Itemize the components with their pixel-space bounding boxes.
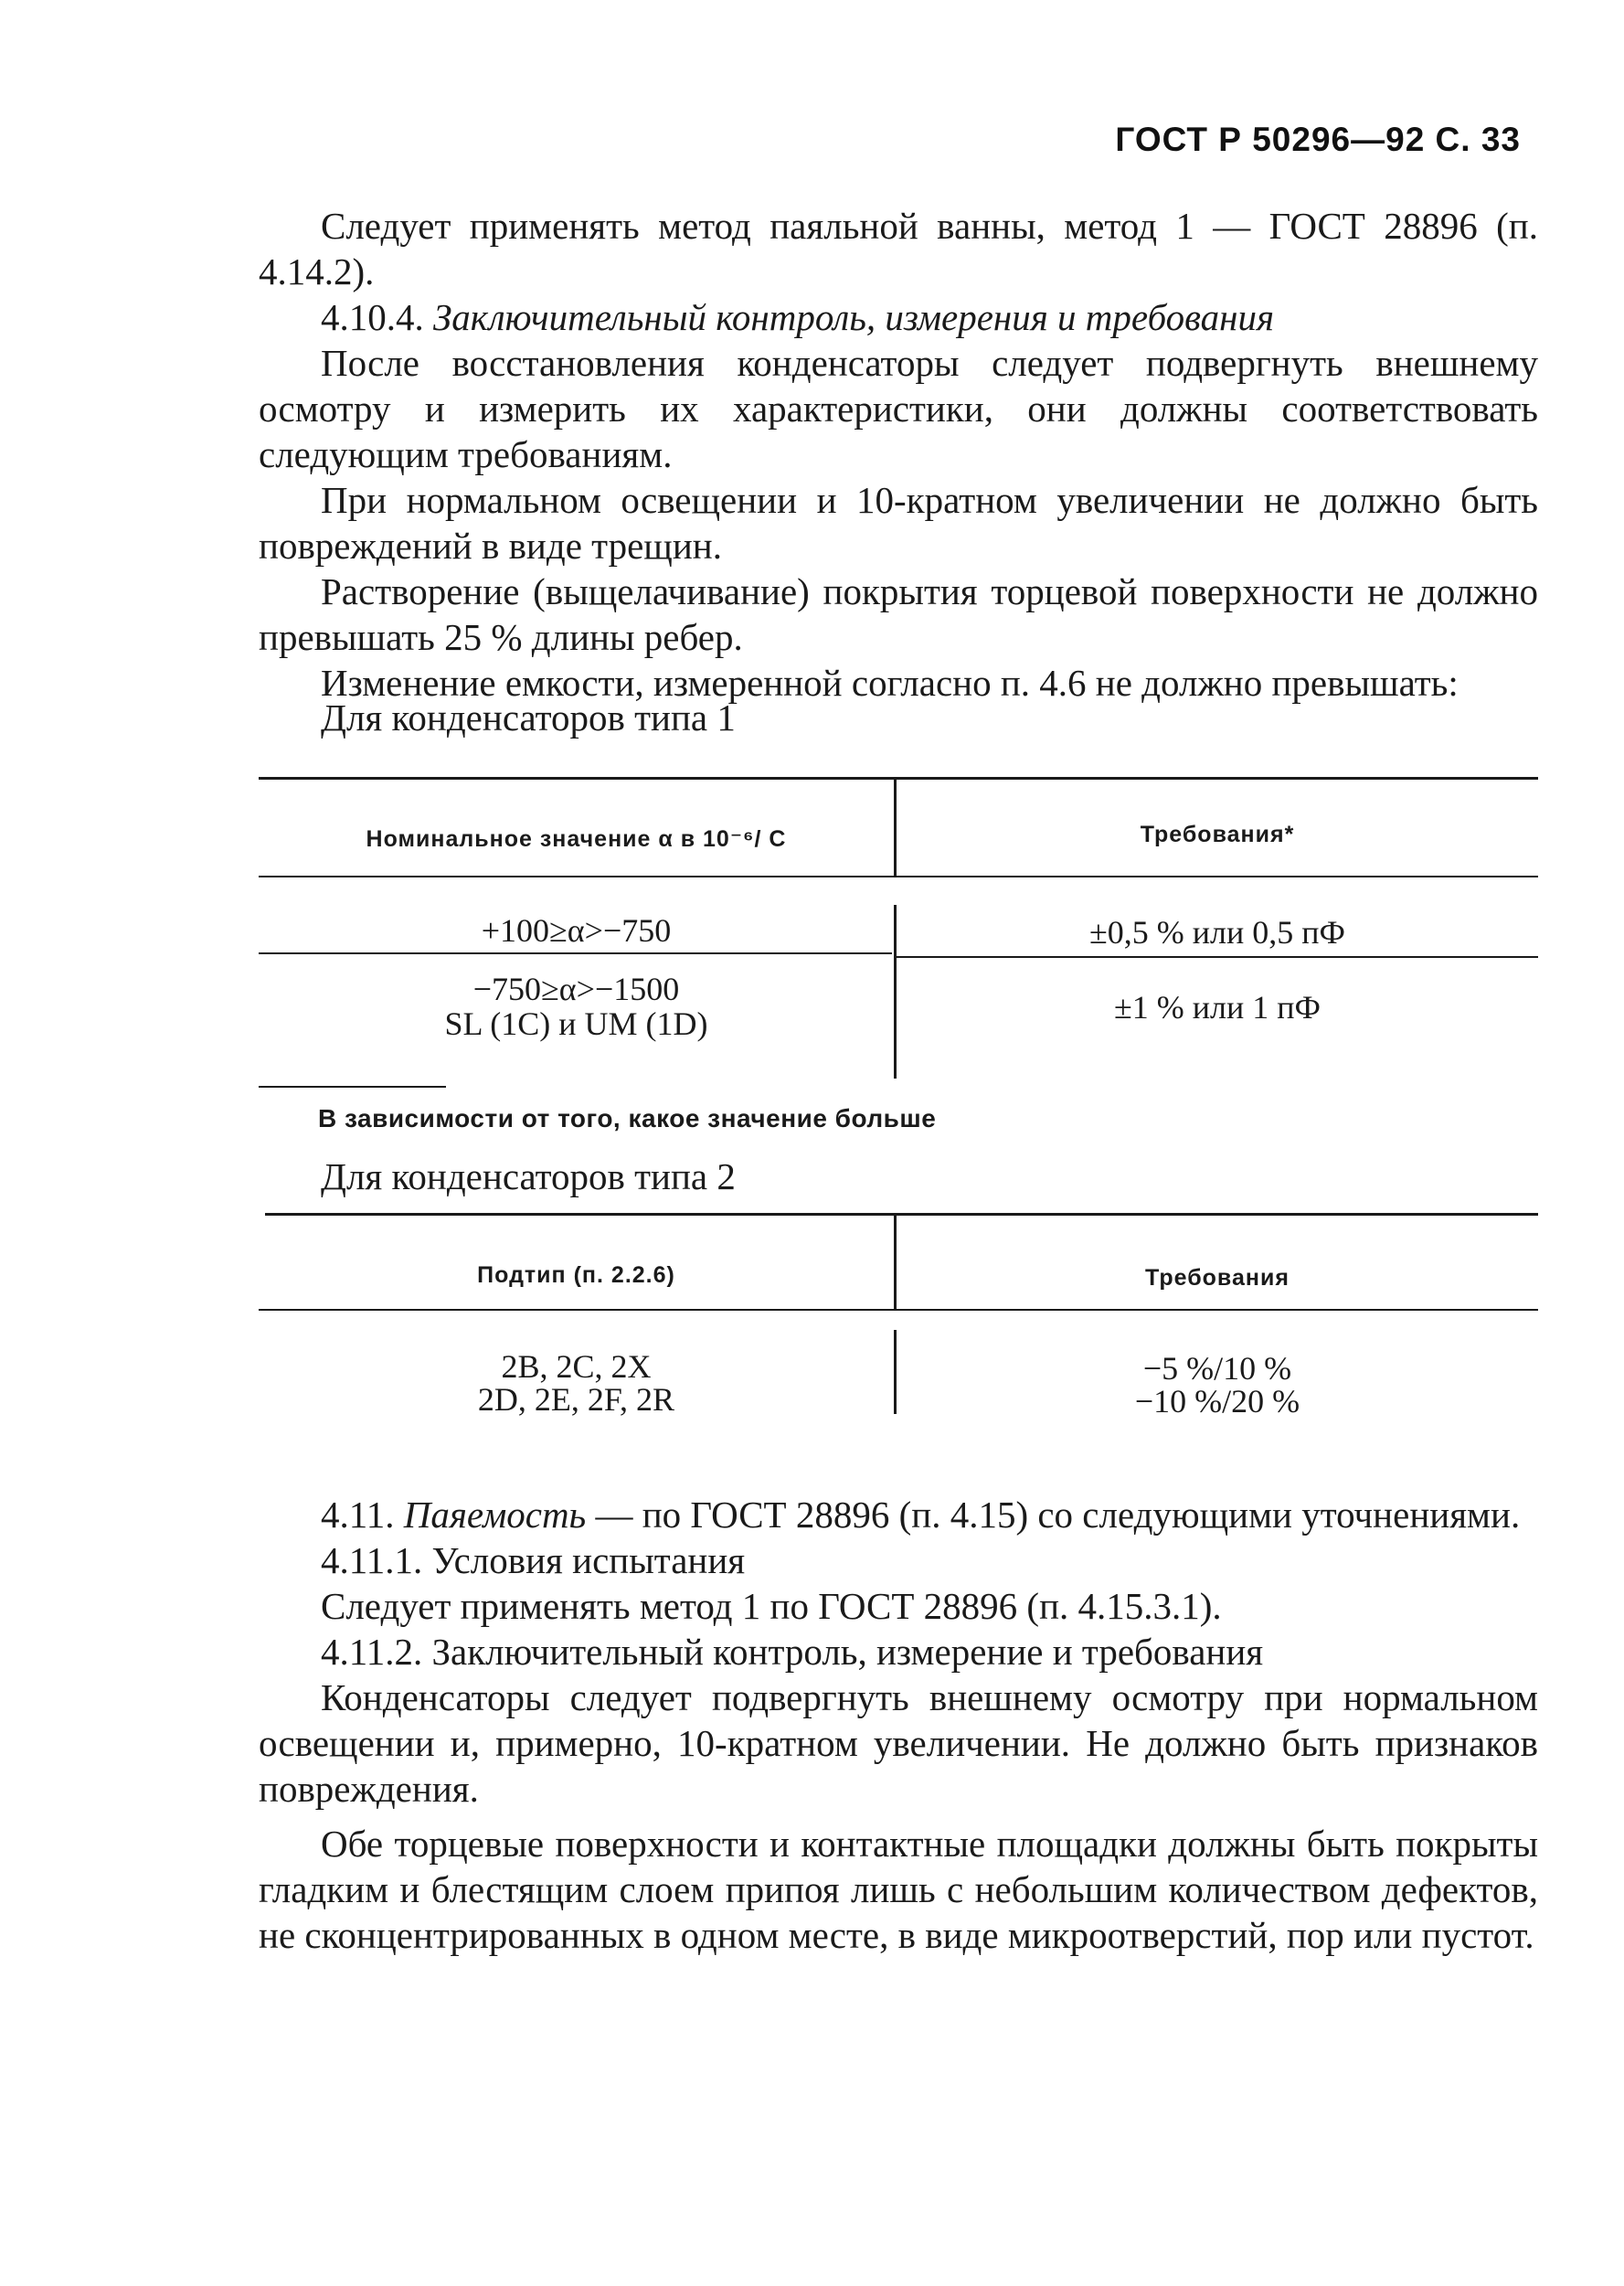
table2-caption: Для конденсаторов типа 2 — [321, 1155, 736, 1197]
table1-row1-requirement: ±0,5 % или 0,5 пФ — [1089, 914, 1345, 951]
table1-header-rule — [259, 876, 1538, 877]
table2-header-requirements: Требования — [1145, 1265, 1290, 1291]
table2-top-rule — [265, 1213, 1538, 1216]
table1-row2-types: SL (1C) и UM (1D) — [444, 1005, 708, 1042]
paragraph-solder-coating: Обе торцевые поверхности и контактные площадки должны быть покрыты гладким и блестящим слоем припоя лишь с небольшим количеством дефектов, не сконцентрированных в одном месте, в виде микроотверстий, пор или пустот. — [259, 1823, 1538, 1956]
table1-header-requirements: Требования* — [1140, 822, 1295, 847]
table2-header-subtype: Подтип (п. 2.2.6) — [477, 1262, 675, 1288]
table1-caption: Для конденсаторов типа 1 — [321, 696, 736, 739]
spacer — [259, 1812, 1538, 1821]
paragraph-solderability — [259, 1492, 1538, 1537]
table1-row2-requirement: ±1 % или 1 пФ — [1114, 989, 1321, 1026]
paragraph-solder-bath-method: Следует применять метод паяльной ванны, метод 1 — ГОСТ 28896 (п. 4.14.2). — [259, 205, 1538, 292]
table1-row2-range: −750≥α>−1500 — [472, 971, 680, 1007]
solderability-reference: — по ГОСТ 28896 (п. 4.15) со следующими уточнениями. — [586, 1494, 1521, 1536]
table2-row1-requirement: −5 %/10 % — [1142, 1350, 1292, 1387]
section-heading-4-10-4 — [259, 294, 1538, 340]
paragraph-after-recovery: После восстановления конденсаторы следует подвергнуть внешнему осмотру и измерить их характеристики, они должны соответствовать следующим требованиям. — [259, 342, 1538, 475]
footnote-rule — [259, 1086, 446, 1088]
section-heading-4-11-1: 4.11.1. Условия испытания — [321, 1539, 746, 1581]
upper-text-block — [259, 203, 1538, 706]
table1-header-nominal: Номинальное значение α в 10⁻⁶/ С — [366, 826, 787, 852]
table1-row1-range: +100≥α>−750 — [481, 912, 672, 949]
table1-row-rule-right — [897, 956, 1538, 958]
section-title-solderability: Паяемость — [403, 1494, 587, 1536]
table1-footnote: В зависимости от того, какое значение больше — [318, 1104, 937, 1132]
table1-row-rule-left — [259, 952, 892, 954]
paragraph-visual-inspection: Конденсаторы следует подвергнуть внешнему осмотру при нормальном освещении и, примерно, 10-кратном увеличении. Не должно быть признаков повреждения. — [259, 1676, 1538, 1810]
table2-row2-requirement: −10 %/20 % — [1134, 1383, 1300, 1419]
lower-text-block — [259, 1492, 1538, 1958]
section-heading-4-11-2: 4.11.2. Заключительный контроль, измерение и требования — [321, 1631, 1264, 1673]
paragraph-no-cracks: При нормальном освещении и 10-кратном увеличении не должно быть повреждений в виде трещин. — [259, 479, 1538, 567]
section-number: 4.11. — [321, 1494, 395, 1536]
table2-row2-subtype: 2D, 2E, 2F, 2R — [477, 1381, 675, 1418]
page-header: ГОСТ Р 50296—92 С. 33 — [1115, 121, 1521, 158]
paragraph-capacitance-change: Изменение емкости, измеренной согласно п. 4.6 не должно превышать: — [321, 662, 1459, 704]
paragraph-leaching: Растворение (выщелачивание) покрытия торцевой поверхности не должно превышать 25 % длины ребер. — [259, 570, 1538, 658]
table2-row1-subtype: 2B, 2C, 2X — [501, 1348, 652, 1385]
paragraph-method-1: Следует применять метод 1 по ГОСТ 28896 (п. 4.15.3.1). — [321, 1585, 1222, 1627]
section-number: 4.10.4. — [321, 296, 424, 338]
table2-header-rule — [259, 1309, 1538, 1311]
section-title: Заключительный контроль, измерения и требования — [433, 296, 1275, 338]
table1-top-rule — [259, 777, 1538, 780]
